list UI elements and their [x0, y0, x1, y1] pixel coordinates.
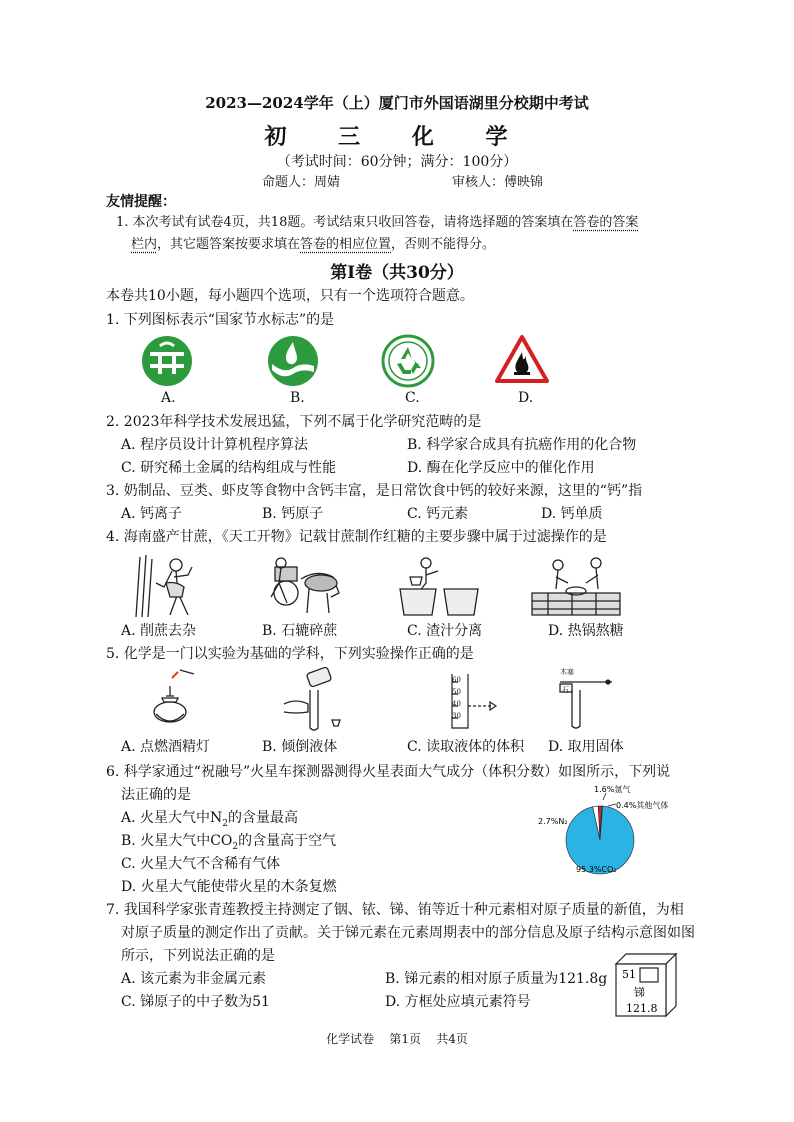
q4-stem: 4. 海南盛产甘蔗，《天工开物》记载甘蔗制作红糖的主要步骤中属于过滤操作的是 — [106, 529, 607, 545]
q6-opt-b-pre: B. 火星大气中CO — [121, 833, 233, 849]
notice-line2-mid: ，其它题答案按要求填在 — [157, 237, 301, 252]
q7-opt-b: B. 锑元素的相对原子质量为121.8g — [385, 971, 608, 987]
q6-opt-a — [121, 809, 298, 833]
alcohol-lamp-illustration — [150, 668, 196, 728]
q4-opt-c: C. 渣汁分离 — [407, 623, 483, 639]
q5-opt-c: C. 读取液体的体积 — [407, 739, 525, 755]
q4-opt-d: D. 热锅熬糖 — [548, 623, 624, 639]
q5-opt-a: A. 点燃酒精灯 — [121, 739, 211, 755]
q3-opt-d: D. 钙单质 — [541, 506, 603, 522]
boiling-sugar-illustration — [528, 553, 624, 619]
q6-opt-d: D. 火星大气能使带火星的木条复燃 — [121, 879, 337, 895]
reviewer: 审核人：傅映锦 — [452, 175, 544, 190]
water-saving-icon — [140, 334, 194, 388]
q6-opt-a-post: 的含量最高 — [228, 810, 298, 826]
page-footer: 化学试卷 第1页 共4页 — [326, 1032, 468, 1046]
notice-emph3: 答卷的相应位置 — [300, 237, 392, 252]
pie-label-other: 0.4%其他气体 — [616, 801, 669, 810]
notice-emph1: 答卷的答案 — [573, 215, 639, 230]
recycle-icon — [381, 334, 435, 388]
q6-opt-a-sub: 2 — [222, 818, 228, 829]
cylinder-tick-60: 60 — [452, 676, 461, 684]
notice-line2-end: ，否则不能得分。 — [391, 237, 496, 252]
q1-opt-a: A. — [161, 390, 176, 406]
stone-crushing-illustration — [261, 553, 351, 619]
q3-opt-c: C. 钙元素 — [407, 506, 469, 522]
pie-slices — [566, 806, 634, 874]
flammable-warning-icon — [494, 334, 550, 384]
q7-stem-line2: 对原子质量的测定作出了贡献。关于锑元素在元素周期表中的部分信息及原子结构示意图如图 — [121, 925, 695, 941]
notice-line2 — [131, 236, 495, 253]
section-intro: 本卷共10小题，每小题四个选项，只有一个选项符合题意。 — [106, 288, 474, 304]
exam-info: （考试时间：60分钟；满分：100分） — [276, 154, 518, 170]
q2-opt-a: A. 程序员设计计算机程序算法 — [121, 437, 309, 453]
notice-line1 — [116, 214, 638, 231]
q5-stem: 5. 化学是一门以实验为基础的学科，下列实验操作正确的是 — [106, 646, 474, 662]
q1-opt-b: B. — [290, 390, 305, 406]
q7-stem-line3: 所示，下列说法正确的是 — [121, 948, 275, 964]
element-atomic-mass: 121.8 — [626, 1002, 658, 1015]
element-name: 锑 — [634, 986, 645, 999]
q2-stem: 2. 2023年科学技术发展迅猛，下列不属于化学研究范畴的是 — [106, 414, 482, 430]
q6-opt-b-post: 的含量高于空气 — [238, 833, 337, 849]
q3-stem: 3. 奶制品、豆类、虾皮等食物中含钙丰富，是日常饮食中钙的较好来源，这里的“钙”指 — [106, 483, 643, 499]
cylinder-tick-40: 40 — [452, 700, 461, 708]
q6-opt-c: C. 火星大气不含稀有气体 — [121, 856, 281, 872]
q1-opt-d: D. — [518, 390, 534, 406]
q2-opt-b: B. 科学家合成具有抗癌作用的化合物 — [407, 437, 637, 453]
q2-opt-c: C. 研究稀土金属的结构组成与性能 — [121, 460, 337, 476]
q3-opt-b: B. 钙原子 — [262, 506, 324, 522]
q4-opt-b: B. 石辘碎蔗 — [262, 623, 338, 639]
antimony-element-box — [614, 952, 680, 1018]
notice-line1-text: 1. 本次考试有试卷4页，共18题。考试结束只收回答卷，请将选择题的答案填在 — [116, 215, 574, 230]
q6-opt-b — [121, 832, 336, 856]
q3-opt-a: A. 钙离子 — [121, 506, 183, 522]
q1-opt-c: C. — [405, 390, 420, 406]
solid-taking-illustration — [556, 670, 616, 730]
q7-opt-a: A. 该元素为非金属元素 — [121, 971, 267, 987]
cylinder-tick-50: 50 — [452, 688, 461, 696]
filtering-illustration — [396, 553, 482, 619]
q4-opt-a: A. 削蔗去杂 — [121, 623, 197, 639]
pie-label-ar: 1.6%氩气 — [594, 785, 631, 794]
exam-title: 2023—2024学年（上）厦门市外国语湖里分校期中考试 — [205, 94, 589, 112]
other-leader-line — [608, 804, 616, 806]
pouring-liquid-illustration — [280, 664, 360, 734]
q6-opt-b-sub: 2 — [232, 841, 239, 852]
q6-stem-line1: 6. 科学家通过“祝融号”火星车探测器测得火星表面大气成分（体积分数）如图所示，下列说 — [106, 764, 671, 780]
notice-heading: 友情提醒： — [106, 194, 176, 210]
q6-stem-line2: 法正确的是 — [121, 787, 191, 803]
q7-opt-c: C. 锑原子的中子数为51 — [121, 994, 270, 1010]
q6-opt-a-pre: A. 火星大气中N — [121, 810, 223, 826]
notice-emph2: 栏内 — [131, 237, 158, 252]
cylinder-tick-30: 30 — [452, 712, 461, 720]
section-title: 第Ⅰ卷（共30分） — [330, 263, 464, 283]
pie-label-co2: 95.3%CO₂ — [576, 865, 617, 874]
q5-opt-d: D. 取用固体 — [548, 739, 624, 755]
q5-opt-b: B. 倾倒液体 — [262, 739, 338, 755]
solid-label-stone: 石 — [562, 686, 569, 694]
q7-opt-d: D. 方框处应填元素符号 — [385, 994, 531, 1010]
q1-stem: 1. 下列图标表示“国家节水标志”的是 — [106, 312, 335, 328]
q2-opt-d: D. 酶在化学反应中的催化作用 — [407, 460, 595, 476]
sugarcane-peeling-illustration — [126, 553, 210, 619]
q7-stem-line1: 7. 我国科学家张青莲教授主持测定了铟、铱、锑、铕等近十种元素相对原子质量的新值，为相 — [106, 902, 684, 918]
solid-label-cork: 木塞 — [560, 668, 574, 676]
subject-title: 初 三 化 学 — [264, 124, 530, 150]
mars-atmosphere-pie-chart — [534, 784, 684, 884]
water-drop-icon — [266, 334, 320, 388]
pie-label-n2: 2.7%N₂ — [538, 817, 568, 826]
element-atomic-number: 51 — [622, 968, 636, 981]
author: 命题人：周婧 — [262, 175, 341, 190]
ar-leader-line — [603, 793, 606, 800]
